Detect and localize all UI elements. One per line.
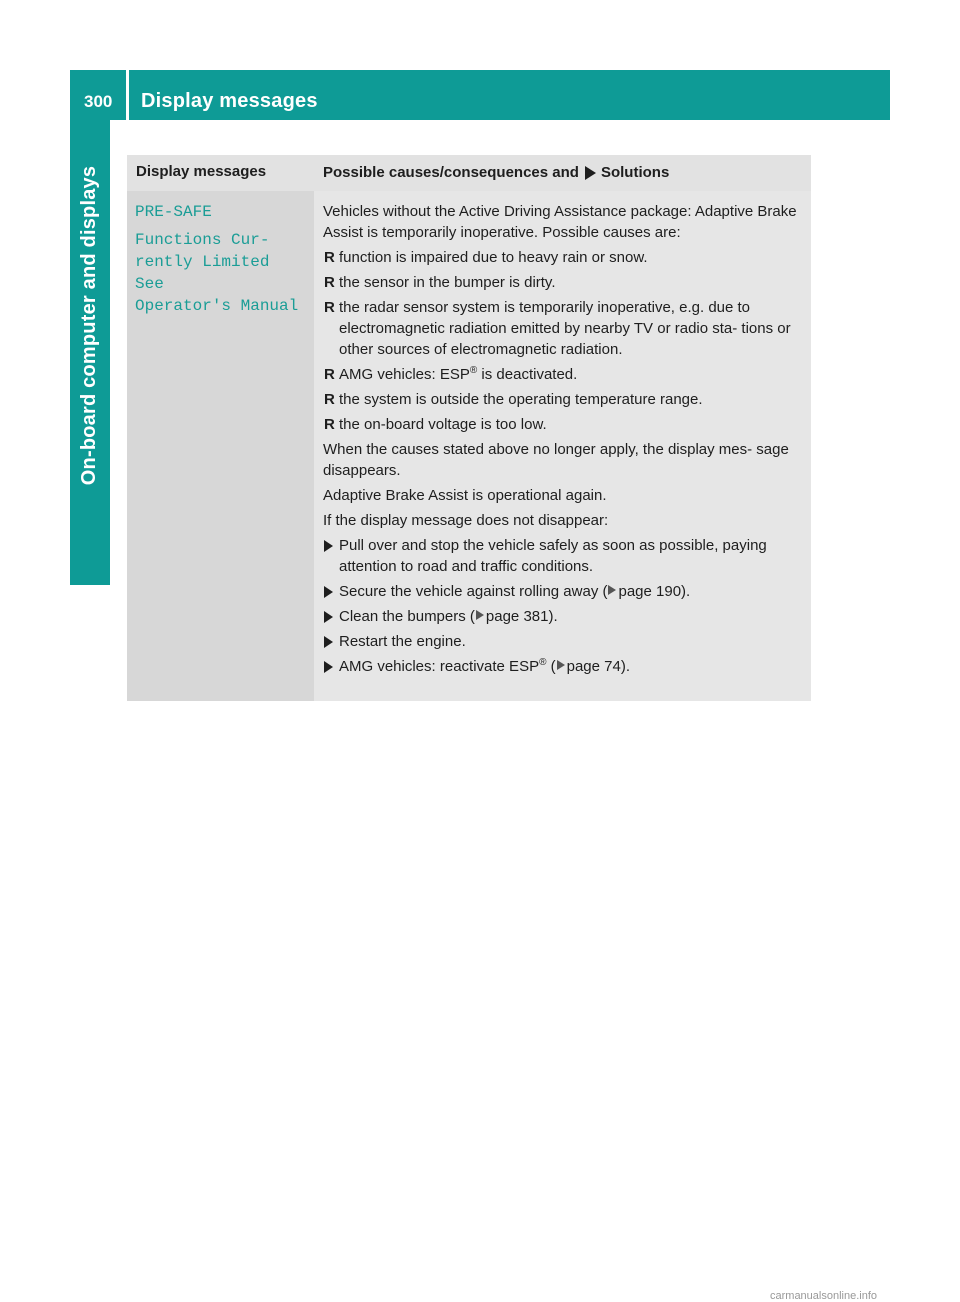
- step-text: Secure the vehicle against rolling away (: [339, 583, 608, 600]
- side-tab-label-wrap: [70, 120, 110, 530]
- message-title: PRE-SAFE: [135, 203, 212, 221]
- table-row: [127, 191, 811, 701]
- page-number: 300: [84, 92, 113, 111]
- step-text: AMG vehicles: reactivate ESP: [339, 658, 540, 675]
- cause-item: [323, 247, 805, 268]
- col-header-solutions-text: Solutions: [600, 164, 670, 181]
- step-item: [323, 606, 805, 627]
- causes-solutions-cell: [314, 191, 811, 701]
- step-item: [323, 581, 805, 602]
- registered-mark: ®: [469, 365, 478, 376]
- page-ref-link[interactable]: page 74).: [566, 658, 631, 675]
- col-header-display-messages: Display messages: [136, 163, 267, 180]
- page-title: Display messages: [141, 90, 318, 112]
- registered-mark: ®: [539, 657, 547, 668]
- page-ref-link[interactable]: page 381).: [485, 608, 558, 625]
- cause-item: [323, 297, 805, 360]
- cause-text: the system is outside the operating temperature range.: [339, 391, 703, 408]
- cause-text: AMG vehicles: ESP: [339, 366, 470, 383]
- bullet-r-icon: R: [324, 366, 335, 383]
- page-header: [70, 70, 890, 120]
- after-causes-text: When the causes stated above no longer apply, the display mes‐ sage disappears.: [323, 441, 789, 479]
- bullet-r-icon: R: [324, 274, 335, 291]
- side-tab-label: On-board computer and displays: [78, 165, 101, 485]
- cause-item: [323, 414, 805, 435]
- page-ref-link[interactable]: page 190).: [618, 583, 691, 600]
- intro-text: Vehicles without the Active Driving Assistance package: Adaptive Brake Assist is temporarily inoperative. Possible causes are:: [323, 203, 797, 241]
- cause-text-tail: is deactivated.: [477, 366, 578, 383]
- cause-text: the sensor in the bumper is dirty.: [339, 274, 556, 291]
- page-ref-icon: [608, 585, 616, 595]
- step-text: Clean the bumpers (: [339, 608, 475, 625]
- col-header-causes-text: Possible causes/consequences and: [323, 164, 579, 181]
- operational-text: Adaptive Brake Assist is operational again.: [323, 487, 607, 504]
- step-text: Pull over and stop the vehicle safely as soon as possible, paying attention to road and traffic conditions.: [339, 537, 767, 575]
- cause-text: the on-board voltage is too low.: [339, 416, 547, 433]
- step-text: Restart the engine.: [339, 633, 466, 650]
- col-header-causes-solutions: [314, 155, 811, 191]
- cause-text: function is impaired due to heavy rain or snow.: [339, 249, 648, 266]
- display-messages-table: [127, 155, 811, 701]
- page-ref-icon: [557, 660, 565, 670]
- if-not-text: If the display message does not disappear:: [323, 512, 609, 529]
- step-item: [323, 535, 805, 577]
- page-ref-icon: [476, 610, 484, 620]
- header-divider: [126, 70, 129, 120]
- bullet-r-icon: R: [324, 416, 335, 433]
- step-item: [323, 656, 805, 677]
- step-arrow-icon: [324, 611, 333, 623]
- cause-item: [323, 389, 805, 410]
- step-arrow-icon: [324, 586, 333, 598]
- cause-item: [323, 272, 805, 293]
- step-arrow-icon: [324, 540, 333, 552]
- table-header: [127, 155, 811, 191]
- message-cell: [127, 191, 314, 701]
- arrow-right-icon: [585, 166, 596, 180]
- step-arrow-icon: [324, 661, 333, 673]
- step-arrow-icon: [324, 636, 333, 648]
- cause-text: the radar sensor system is temporarily inoperative, e.g. due to electromagnetic radiation emitted by nearby TV or radio sta‐ tions or other sources of electromagnetic radiation.: [339, 299, 791, 358]
- step-item: [323, 631, 805, 652]
- bullet-r-icon: R: [324, 249, 335, 266]
- step-text-mid: (: [546, 658, 556, 675]
- cause-item: [323, 364, 805, 385]
- footer-site: carmanualsonline.info: [770, 1290, 878, 1302]
- bullet-r-icon: R: [324, 299, 335, 316]
- bullet-r-icon: R: [324, 391, 335, 408]
- message-text: Functions Cur‐ rently Limited See Operator's Manual: [135, 231, 299, 315]
